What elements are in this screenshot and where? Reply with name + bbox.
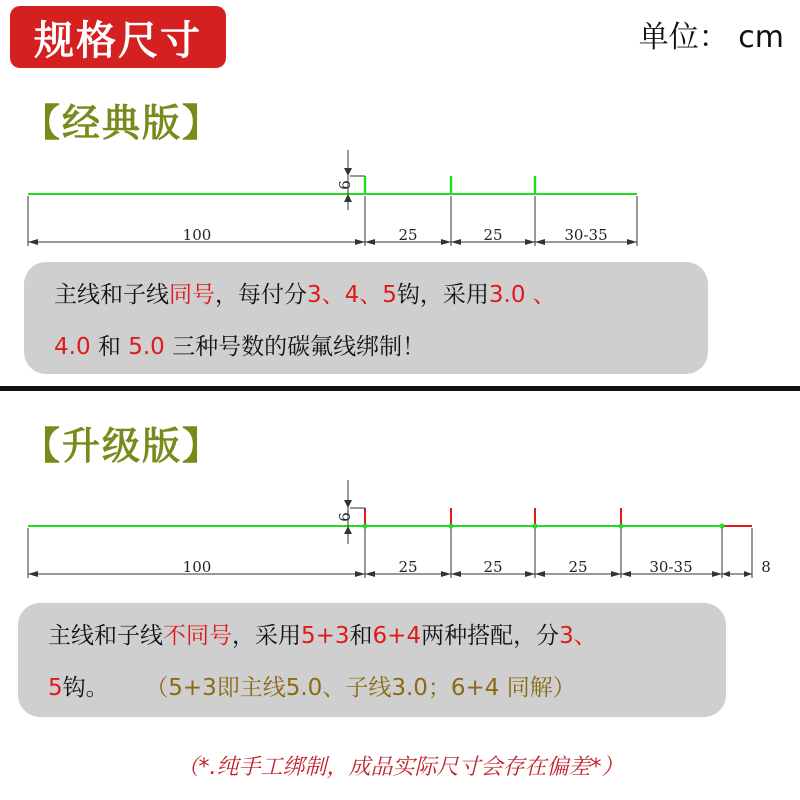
classic-dim-seg2: 25 [483,226,503,244]
upgraded-dim-seg4: 30-35 [649,558,693,576]
classic-dim-main: 100 [182,226,212,244]
upgraded-note-p5: 钩。 [62,675,109,701]
upgraded-note-r5: 5 [48,675,63,701]
page-title: 规格尺寸 [34,17,202,64]
upgraded-hook-dim: 6 [336,512,354,522]
classic-dim-seg3: 30-35 [564,226,608,244]
classic-note-p4: 和 [90,334,129,360]
page-title-badge [10,6,226,68]
section-divider [0,386,800,391]
classic-dim-seg1: 25 [398,226,418,244]
unit-label: 单位： cm [638,20,784,55]
upgraded-heading: 【升级版】 [22,424,223,468]
upgraded-note-p4: 两种搭配，分 [421,623,560,649]
classic-hook-dim: 6 [336,180,354,190]
upgraded-note-line2 [48,667,706,709]
classic-note-r3: 3.0 、 [488,282,556,308]
classic-note-p5: 三种号数的碳氟线绑制！ [164,334,426,360]
upgraded-note-p2: ，采用 [232,623,301,649]
classic-heading: 【经典版】 [22,101,223,145]
footer-note: （*.纯手工绑制，成品实际尺寸会存在偏差*） [176,755,624,780]
upgraded-diagram [0,468,800,590]
classic-note-line2 [54,326,688,368]
classic-note-p3: 钩，采用 [396,282,489,308]
upgraded-dim-seg3: 25 [568,558,588,576]
upgraded-note-r2: 5+3 [301,623,350,649]
upgraded-note-r1: 不同号 [163,623,232,649]
upgraded-note-p3: 和 [349,623,373,649]
upgraded-diagram-svg [0,468,800,590]
upgraded-dim-seg1: 25 [398,558,418,576]
upgraded-note-r4: 3、 [559,623,597,649]
upgraded-dim-main: 100 [182,558,212,576]
upgraded-dim-seg5: 8 [761,558,771,576]
upgraded-dim-seg2: 25 [483,558,503,576]
classic-note-p2: ，每付分 [215,282,307,308]
classic-note-r2: 3、4、5 [307,282,397,308]
upgraded-note-r3: 6+4 [372,623,422,649]
classic-note [24,262,708,374]
classic-note-r1: 同号 [169,282,215,308]
upgraded-note-explain: （5+3即主线5.0、子线3.0；6+4 同解） [145,675,576,701]
upgraded-note-p1: 主线和子线 [48,623,163,649]
classic-note-r5: 5.0 [128,334,165,360]
classic-note-r4: 4.0 [54,334,91,360]
classic-note-p1: 主线和子线 [54,282,169,308]
classic-diagram [0,140,800,260]
upgraded-note [18,603,726,717]
classic-diagram-svg [0,140,800,260]
